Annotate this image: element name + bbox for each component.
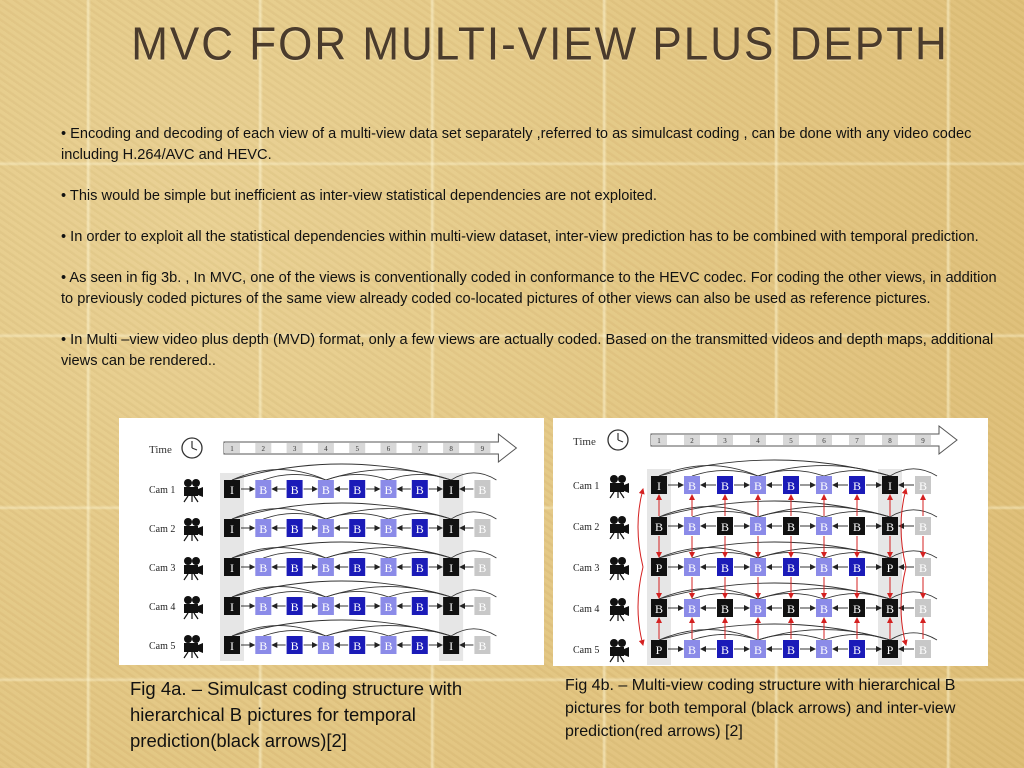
frame-type-label: B: [478, 600, 487, 614]
time-tick: 5: [355, 445, 359, 453]
frame-type-label: I: [657, 479, 661, 493]
frame-type-label: B: [720, 561, 730, 575]
frame-type-label: B: [415, 639, 424, 653]
video-camera-icon: [610, 475, 629, 498]
clock-icon: [608, 430, 628, 450]
temporal-arc: [758, 470, 824, 476]
temporal-arc: [326, 587, 451, 597]
frame-type-label: I: [449, 483, 454, 497]
frame-type-label: B: [786, 602, 796, 616]
temporal-arc: [326, 548, 451, 558]
time-tick: 8: [888, 437, 892, 445]
temporal-arc: [232, 509, 326, 519]
time-tick: 1: [657, 437, 661, 445]
time-tick: 9: [480, 445, 485, 453]
frame-type-label: B: [753, 520, 763, 534]
bullet-interview-temporal: • In order to exploit all the statistical dependencies within multi-view dataset, inter-view prediction has to be combined with temporal prediction.: [61, 228, 979, 245]
frame-type-label: B: [259, 483, 268, 497]
temporal-arc: [326, 552, 389, 558]
frame-type-label: B: [918, 643, 928, 657]
video-camera-icon: [184, 518, 203, 541]
time-tick: 6: [386, 445, 391, 453]
temporal-arc: [232, 626, 326, 636]
time-tick: 1: [230, 445, 234, 453]
frame-type-label: B: [290, 600, 299, 614]
frame-type-label: I: [449, 639, 454, 653]
video-camera-icon: [610, 516, 629, 539]
slide-title: MVC FOR MULTI-VIEW PLUS DEPTH: [131, 18, 949, 71]
frame-type-label: B: [852, 643, 862, 657]
frame-type-label: B: [290, 561, 299, 575]
frame-type-label: B: [321, 639, 330, 653]
frame-type-label: B: [852, 602, 862, 616]
frame-type-label: B: [384, 483, 393, 497]
frame-type-label: I: [230, 483, 234, 497]
frame-type-label: B: [786, 561, 796, 575]
frame-type-label: B: [384, 561, 393, 575]
bullet-simulcast: • Encoding and decoding of each view of a multi-view data set separately ,referred to as simulcast coding , can be done with any video codec including H.264/AVC and HEVC.: [61, 126, 972, 163]
frame-type-label: B: [885, 520, 895, 534]
cam-label: Cam 3: [149, 563, 176, 574]
frame-type-label: I: [449, 522, 454, 536]
frame-type-label: B: [321, 561, 330, 575]
frame-type-label: I: [449, 600, 454, 614]
frame-type-label: B: [384, 639, 393, 653]
time-label: Time: [149, 444, 172, 456]
frame-type-label: B: [852, 561, 862, 575]
cam-label: Cam 4: [573, 604, 600, 615]
frame-type-label: B: [353, 639, 362, 653]
frame-type-label: B: [720, 643, 730, 657]
frame-type-label: B: [885, 602, 895, 616]
frame-type-label: B: [819, 479, 829, 493]
interview-arc: [638, 567, 643, 645]
frame-type-label: B: [753, 479, 763, 493]
frame-type-label: B: [415, 522, 424, 536]
time-tick: 9: [921, 437, 925, 445]
figure-4a-caption: Fig 4a. – Simulcast coding structure with hierarchical B pictures for temporal prediction(black arrows)[2]: [130, 678, 463, 751]
frame-type-label: B: [654, 520, 664, 534]
cam-label: Cam 5: [573, 645, 600, 656]
frame-type-label: B: [259, 600, 268, 614]
frame-type-label: B: [353, 522, 362, 536]
frame-type-label: B: [687, 479, 697, 493]
temporal-arc: [758, 466, 890, 476]
frame-type-label: I: [888, 479, 892, 493]
frame-type-label: B: [852, 520, 862, 534]
cam-label: Cam 2: [573, 522, 600, 533]
temporal-arc: [659, 589, 758, 599]
temporal-arc: [326, 626, 451, 636]
time-tick: 3: [292, 445, 297, 453]
cam-label: Cam 3: [573, 563, 600, 574]
frame-type-label: P: [886, 561, 894, 575]
temporal-arc: [326, 630, 389, 636]
slide-body: [61, 124, 1006, 392]
time-tick: 3: [723, 437, 727, 445]
temporal-arc: [263, 513, 326, 519]
frame-type-label: B: [353, 561, 362, 575]
frame-type-label: B: [918, 602, 928, 616]
temporal-arc: [659, 507, 758, 517]
frame-type-label: I: [230, 600, 234, 614]
figure-4b: [553, 418, 988, 666]
frame-type-label: B: [478, 522, 487, 536]
video-camera-icon: [184, 557, 203, 580]
frame-type-label: B: [786, 643, 796, 657]
video-camera-icon: [610, 557, 629, 580]
cam-label: Cam 5: [149, 641, 176, 652]
frame-type-label: B: [687, 520, 697, 534]
frame-type-label: B: [687, 643, 697, 657]
frame-type-label: B: [290, 483, 299, 497]
frame-type-label: B: [753, 602, 763, 616]
frame-type-label: B: [753, 561, 763, 575]
clock-icon: [182, 438, 202, 458]
temporal-arc: [232, 548, 326, 558]
cam-label: Cam 4: [149, 602, 176, 613]
temporal-arc: [232, 470, 326, 480]
frame-type-label: I: [230, 561, 234, 575]
frame-type-label: B: [819, 643, 829, 657]
figure-4a: [119, 418, 544, 665]
frame-type-label: P: [655, 561, 663, 575]
video-camera-icon: [184, 635, 203, 658]
temporal-arc: [263, 474, 326, 480]
figure-4a-diagram: [119, 418, 544, 665]
frame-type-label: B: [918, 479, 928, 493]
frame-type-label: B: [353, 483, 362, 497]
temporal-arc: [263, 630, 326, 636]
bullet-mvd: • In Multi –view video plus depth (MVD) format, only a few views are actually coded. Based on the transmitted videos and depth maps, additional views can be rendered..: [61, 331, 994, 369]
frame-type-label: B: [819, 602, 829, 616]
time-tick: 2: [690, 437, 694, 445]
temporal-arc: [692, 470, 758, 476]
frame-type-label: B: [753, 643, 763, 657]
video-camera-icon: [184, 596, 203, 619]
frame-type-label: B: [819, 520, 829, 534]
frame-type-label: B: [353, 600, 362, 614]
frame-type-label: B: [918, 561, 928, 575]
frame-type-label: B: [687, 602, 697, 616]
frame-type-label: B: [321, 600, 330, 614]
frame-type-label: B: [687, 561, 697, 575]
frame-type-label: B: [259, 639, 268, 653]
bullet-mvc: • As seen in fig 3b. , In MVC, one of the views is conventionally coded in conformance to the HEVC codec. For coding the other views, in addition to previously coded pictures of the same view already coded co-located pictures of other views can also be used as reference pictures.: [61, 270, 997, 307]
video-camera-icon: [610, 598, 629, 621]
temporal-arc: [326, 509, 451, 519]
time-tick: 7: [855, 437, 859, 445]
frame-type-label: B: [478, 483, 487, 497]
frame-type-label: B: [786, 520, 796, 534]
video-camera-icon: [610, 639, 629, 662]
temporal-arc: [659, 630, 758, 640]
time-tick: 5: [789, 437, 793, 445]
frame-type-label: B: [415, 600, 424, 614]
time-tick: 4: [324, 445, 328, 453]
frame-type-label: B: [720, 520, 730, 534]
time-tick: 8: [449, 445, 453, 453]
frame-type-label: I: [449, 561, 454, 575]
time-label: Time: [573, 436, 596, 448]
cam-label: Cam 2: [149, 524, 176, 535]
temporal-arc: [326, 470, 451, 480]
frame-type-label: B: [259, 561, 268, 575]
bullet-inefficient: • This would be simple but inefficient as inter-view statistical dependencies are not exploited.: [61, 187, 657, 204]
time-tick: 4: [756, 437, 760, 445]
frame-type-label: B: [478, 639, 487, 653]
frame-type-label: B: [720, 602, 730, 616]
temporal-arc: [326, 474, 389, 480]
frame-type-label: B: [321, 483, 330, 497]
time-tick: 6: [822, 437, 826, 445]
temporal-arc: [326, 513, 389, 519]
temporal-arc: [263, 591, 326, 597]
figure-4b-diagram: [553, 418, 988, 666]
temporal-arc: [263, 552, 326, 558]
frame-type-label: B: [819, 561, 829, 575]
temporal-arc: [326, 591, 389, 597]
figure-4b-caption: Fig 4b. – Multi-view coding structure with hierarchical B pictures for both temporal (black arrows) and inter-view prediction(red arrows) [2]: [565, 677, 956, 740]
frame-type-label: B: [478, 561, 487, 575]
frame-type-label: B: [321, 522, 330, 536]
frame-type-label: P: [655, 643, 663, 657]
cam-label: Cam 1: [149, 485, 176, 496]
temporal-arc: [232, 587, 326, 597]
temporal-arc: [659, 466, 758, 476]
frame-type-label: B: [415, 561, 424, 575]
frame-type-label: B: [654, 602, 664, 616]
frame-type-label: B: [786, 479, 796, 493]
frame-type-label: B: [720, 479, 730, 493]
frame-type-label: B: [290, 522, 299, 536]
frame-type-label: B: [852, 479, 862, 493]
frame-type-label: B: [918, 520, 928, 534]
temporal-arc: [659, 548, 758, 558]
time-tick: 2: [261, 445, 266, 453]
frame-type-label: I: [230, 522, 234, 536]
video-camera-icon: [184, 479, 203, 502]
frame-type-label: B: [384, 600, 393, 614]
time-tick: 7: [418, 445, 422, 453]
frame-type-label: P: [886, 643, 894, 657]
frame-type-label: I: [230, 639, 234, 653]
frame-type-label: B: [415, 483, 424, 497]
frame-type-label: B: [259, 522, 268, 536]
frame-type-label: B: [290, 639, 299, 653]
interview-arc: [638, 489, 643, 567]
cam-label: Cam 1: [573, 481, 600, 492]
frame-type-label: B: [384, 522, 393, 536]
